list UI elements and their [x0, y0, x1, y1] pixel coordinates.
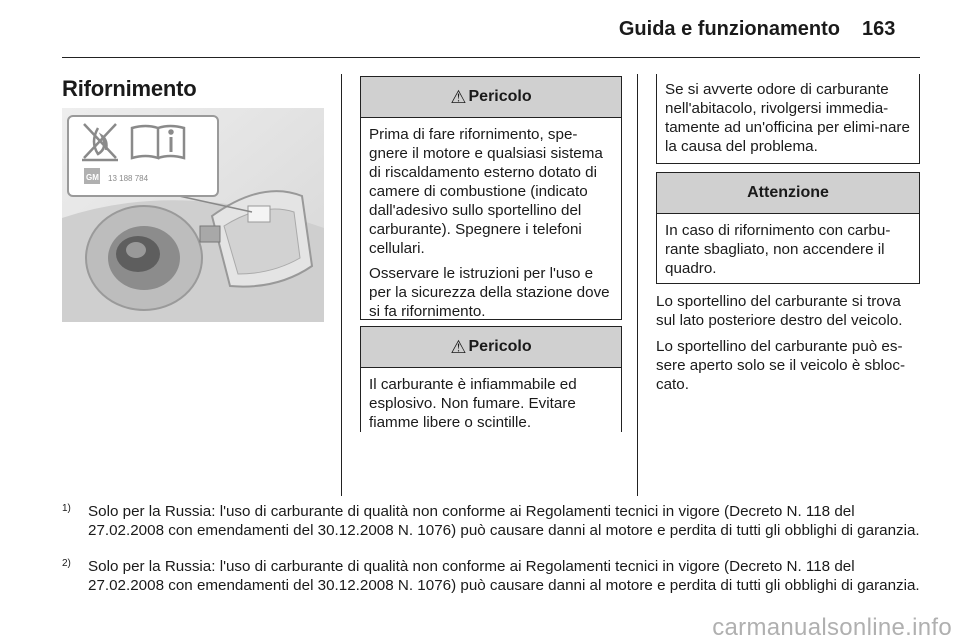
footnote-2	[62, 557, 922, 595]
illustration-code: 13 188 784	[108, 174, 149, 183]
attention-box	[656, 172, 920, 284]
danger-box-2-body	[361, 368, 621, 440]
danger-box-1-paragraph: Prima di fare rifornimento, spe-gnere il motore e qualsiasi sistema di riscaldamento esterno dotato di camere di combustione (indicato dall'adesivo sullo sportellino del carburante). Spegnere i telefoni cellulari.	[369, 126, 603, 257]
header-rule	[62, 57, 920, 58]
body-paragraph: Lo sportellino del carburante si trova sul lato posteriore destro del veicolo.	[656, 293, 903, 329]
danger-box-1-header	[361, 77, 621, 118]
attention-box-title: Attenzione	[747, 184, 829, 201]
warning-triangle-icon: ⚠	[450, 336, 467, 357]
danger-box-2-paragraph: Il carburante è infiammabile ed esplosivo. Non fumare. Evitare fiamme libere o scintille.	[369, 376, 577, 431]
danger-box-1-body	[361, 118, 621, 329]
danger-box-1-title: Pericolo	[468, 88, 532, 105]
attention-box-header	[657, 173, 919, 214]
attention-box-text: In caso di rifornimento con carbu-rante sbagliato, non accendere il quadro.	[665, 222, 891, 277]
footnote-text: Solo per la Russia: l'uso di carburante di qualità non conforme ai Regolamenti tecnici in vigore (Decreto N. 118 del 27.02.2008 con emendamenti del 30.12.2008 N. 1076) può causare danni al motore e perdita di tutti gli obblighi di garanzia.	[88, 558, 920, 594]
danger-box-1	[360, 76, 622, 320]
page-number: 163	[862, 18, 896, 40]
attention-box-body	[657, 214, 919, 286]
running-header-title: Guida e funzionamento	[618, 18, 840, 40]
footnote-text: Solo per la Russia: l'uso di carburante di qualità non conforme ai Regolamenti tecnici in vigore (Decreto N. 118 del 27.02.2008 con emendamenti del 30.12.2008 N. 1076) può causare danni al motore e perdita di tutti gli obblighi di garanzia.	[88, 503, 920, 539]
column-divider-2	[637, 74, 638, 496]
danger-box-2-continued-text: Se si avverte odore di carburante nell'abitacolo, rivolgersi immedia-tamente ad un'officina per elimi-nare la causa del problema.	[665, 81, 910, 155]
warning-triangle-icon: ⚠	[450, 86, 467, 107]
footnote-1	[62, 502, 922, 540]
danger-box-2	[360, 326, 622, 432]
fuel-door-illustration	[62, 108, 324, 322]
gm-logo-text: GM	[86, 173, 99, 182]
danger-box-1-paragraph: Osservare le istruzioni per l'uso e per la sicurezza della stazione dove si fa rifornimento.	[369, 265, 610, 320]
danger-box-2-header	[361, 327, 621, 368]
fuel-door-drawing	[62, 108, 324, 322]
body-paragraph: Lo sportellino del carburante può es-sere aperto solo se il veicolo è sbloc-cato.	[656, 338, 906, 393]
danger-box-2-continued-body	[657, 74, 919, 164]
column-divider-1	[341, 74, 342, 496]
danger-box-2-continued	[656, 74, 920, 164]
footnote-mark: 2)	[62, 558, 71, 569]
danger-box-2-title: Pericolo	[468, 338, 532, 355]
section-title: Rifornimento	[62, 76, 197, 101]
body-text	[656, 292, 922, 401]
watermark: carmanualsonline.info	[712, 614, 952, 641]
footnote-mark: 1)	[62, 503, 71, 514]
